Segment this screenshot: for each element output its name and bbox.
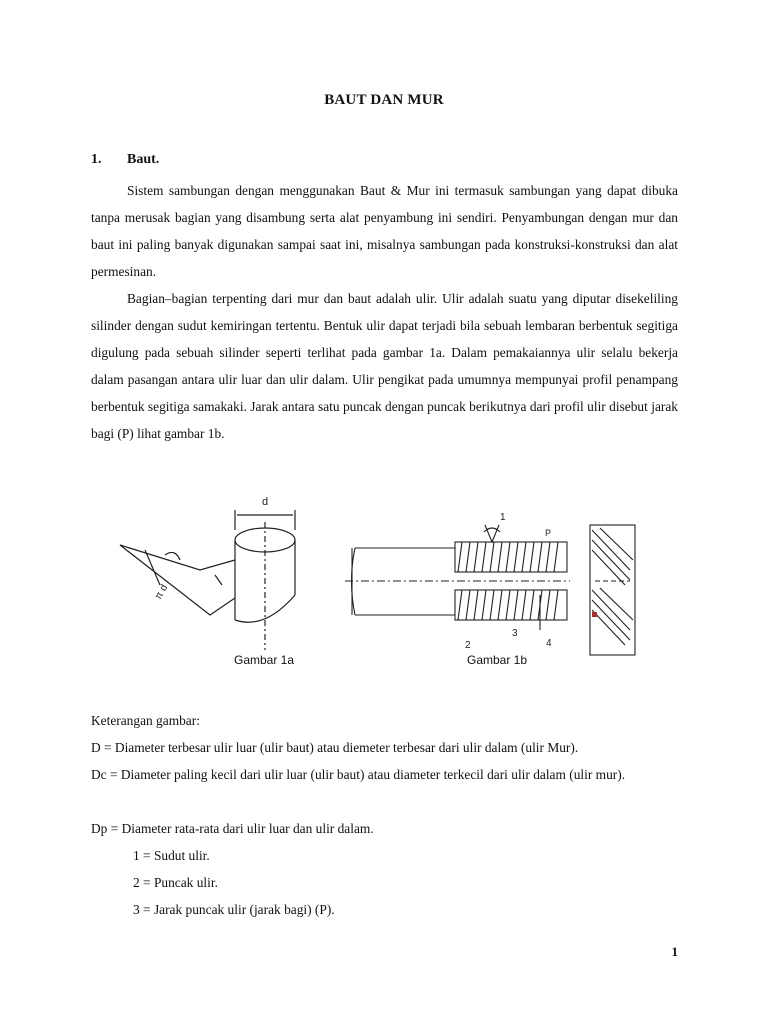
section-heading [91,152,159,168]
label-1: 1 [500,512,506,523]
legend-item: 1 = Sudut ulir. [133,848,210,863]
section-title: Baut. [127,152,160,167]
figure-1a-drawing [120,510,295,650]
label-4: 4 [546,638,552,649]
legend-dp: Dp = Diameter rata-rata dari ulir luar dan ulir dalam. [91,821,374,836]
page-number: 1 [671,944,678,959]
nut-marker [592,612,597,617]
legend-d: D = Diameter terbesar ulir luar (ulir baut) atau diemeter terbesar dari ulir dalam (ulir Mur). [91,740,579,755]
label-3: 3 [512,628,518,639]
legend-item: 2 = Puncak ulir. [133,875,218,890]
label-2: 2 [465,640,471,651]
paragraph-1: Sistem sambungan dengan menggunakan Baut & Mur ini termasuk sambungan yang dapat dibuka tanpa merusak bagian yang disambung serta alat penyambung ini sendiri. Penyambungan dengan mur dan baut ini paling banyak digunakan sampai saat ini, misalnya sambungan pada konstruksi-konstruksi dan alat permesinan. [91,183,678,279]
label-pid: π d [153,582,171,602]
legend-item: 3 = Jarak puncak ulir (jarak bagi) (P). [133,902,335,917]
legend-dc: Dc = Diameter paling kecil dari ulir luar (ulir baut) atau diameter terkecil dari ulir dalam (ulir mur). [91,767,626,782]
thread-figure [100,480,680,680]
label-d: d [262,496,269,508]
label-p: P [545,528,552,538]
figure-1b-drawing [345,525,635,655]
section-number: 1. [91,152,102,167]
document-title: BAUT DAN MUR [324,92,444,108]
caption-gambar-1b: Gambar 1b [467,653,528,667]
paragraph-2: Bagian–bagian terpenting dari mur dan baut adalah ulir. Ulir adalah suatu yang diputar disekeliling silinder dengan sudut kemiringan tertentu. Bentuk ulir dapat terjadi bila sebuah lembaran berbentuk segitiga digulung pada sebuah silinder seperti terlihat pada gambar 1a. Dalam pemakaiannya ulir selalu bekerja dalam pasangan antara ulir luar dan ulir dalam. Ulir pengikat pada umumnya mempunyai profil penampang berbentuk segitiga samakaki. Jarak antara satu puncak dengan puncak berikutnya dari profil ulir disebut jarak bagi (P) lihat gambar 1b. [91,291,678,441]
caption-gambar-1a: Gambar 1a [234,653,295,667]
legend-intro: Keterangan gambar: [91,713,200,728]
